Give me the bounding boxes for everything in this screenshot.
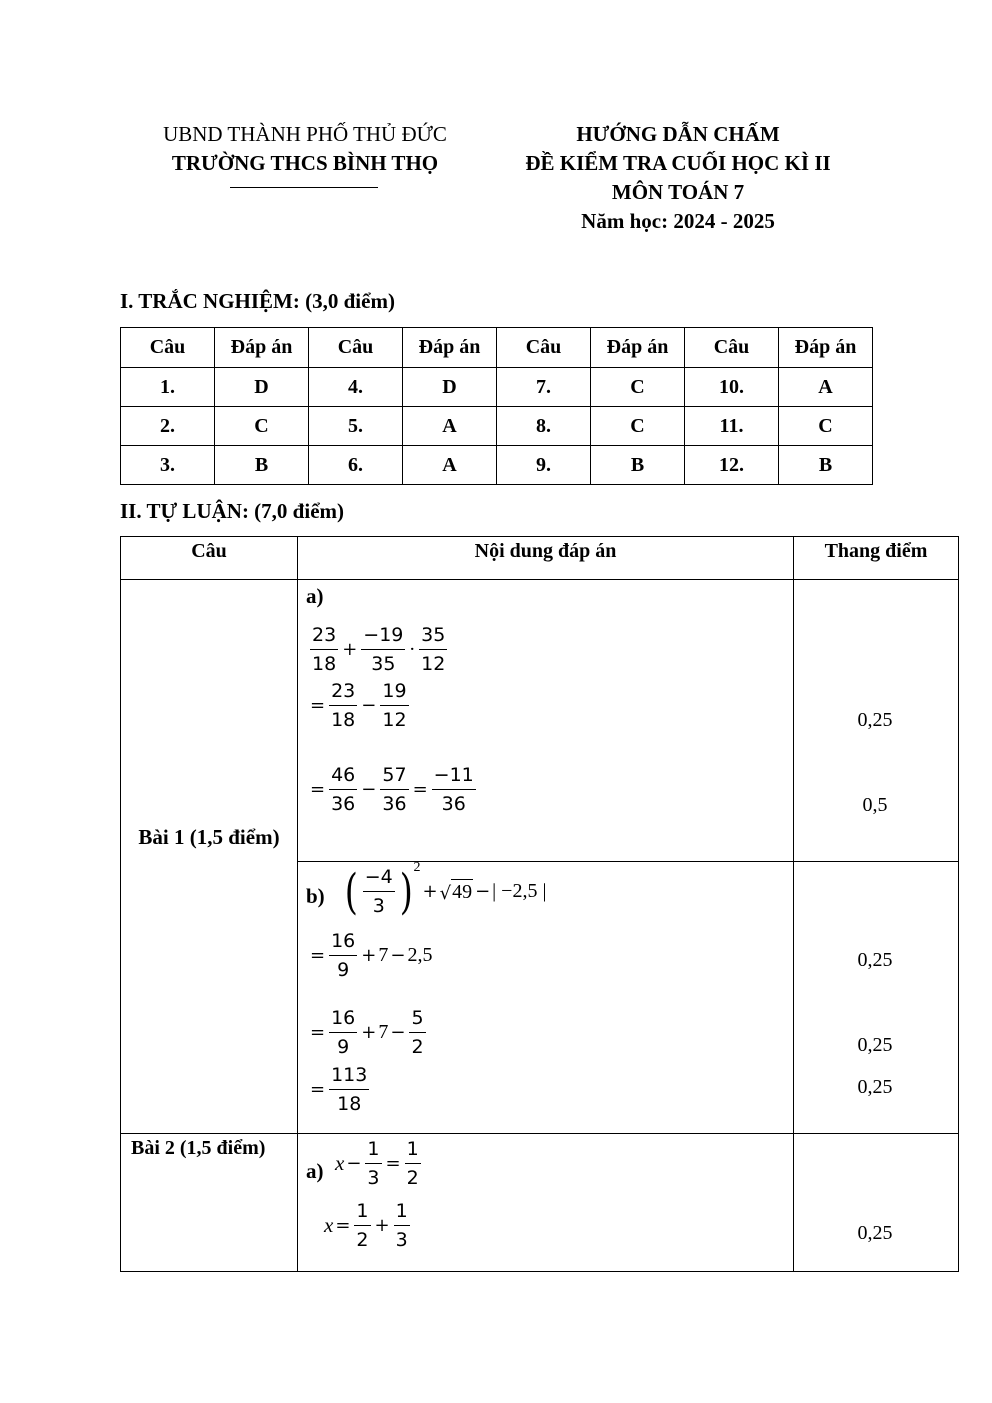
col-header-noidung: Nội dung đáp án: [474, 540, 617, 562]
bai1b-label: b): [306, 884, 325, 908]
col-header-cau: Câu: [685, 328, 779, 368]
header-right-line2: ĐỀ KIỂM TRA CUỐI HỌC KÌ II: [525, 151, 831, 175]
answer: B: [215, 446, 309, 485]
question-number: 6.: [309, 446, 403, 485]
question-number: 1.: [121, 368, 215, 407]
table-row: [121, 407, 873, 446]
table-row: [121, 446, 873, 485]
multiple-choice-table: [120, 327, 873, 485]
bai1b-expr: ( $\frac{-4}{3}$ ) 2 + √ 49 − | −2,5 |: [344, 860, 547, 920]
table-header-row: [121, 328, 873, 368]
bai2a-expr: x − $\frac{1}{3}$ = $\frac{1}{2}$: [335, 1138, 419, 1189]
bai1b-points-3: 0,25: [857, 1076, 893, 1098]
answer: A: [403, 407, 497, 446]
question-number: 5.: [309, 407, 403, 446]
answer: D: [215, 368, 309, 407]
answer: C: [215, 407, 309, 446]
question-number: 12.: [685, 446, 779, 485]
question-number: 3.: [121, 446, 215, 485]
answer: B: [779, 446, 873, 485]
col-header-cau: Câu: [309, 328, 403, 368]
bai2-label: Bài 2 (1,5 điểm): [131, 1137, 266, 1159]
col-header-thangdiem: Thang điểm: [824, 540, 928, 562]
bai1a-step2: = $\frac{46}{36}$ − $\frac{57}{36}$ = $\frac{-11}{36}$: [310, 764, 474, 815]
answer: A: [403, 446, 497, 485]
bai2a-points-1: 0,25: [857, 1222, 893, 1244]
answer: B: [591, 446, 685, 485]
answer: C: [591, 407, 685, 446]
header-left-line1: UBND THÀNH PHỐ THỦ ĐỨC: [163, 122, 447, 146]
section2-title: II. TỰ LUẬN: (7,0 điểm): [120, 499, 344, 523]
bai1a-step1: = $\frac{23}{18}$ − $\frac{19}{12}$: [310, 680, 407, 731]
question-number: 11.: [685, 407, 779, 446]
bai2a-step1: x = $\frac{1}{2}$ + $\frac{1}{3}$: [324, 1200, 408, 1251]
header-left-line2: TRƯỜNG THCS BÌNH THỌ: [171, 151, 439, 175]
section1-title: I. TRẮC NGHIỆM: (3,0 điểm): [120, 289, 395, 313]
col-header-dapan: Đáp án: [779, 328, 873, 368]
question-number: 2.: [121, 407, 215, 446]
question-number: 8.: [497, 407, 591, 446]
bai1b-points-2: 0,25: [857, 1034, 893, 1056]
answer: C: [591, 368, 685, 407]
question-number: 10.: [685, 368, 779, 407]
header-underline: [230, 187, 378, 188]
bai1-label-cell: [120, 579, 298, 1134]
question-number: 7.: [497, 368, 591, 407]
table-row: [121, 368, 873, 407]
answer: A: [779, 368, 873, 407]
bai1b-step3: = $\frac{113}{18}$: [310, 1064, 368, 1115]
answer: C: [779, 407, 873, 446]
col-header-dapan: Đáp án: [215, 328, 309, 368]
col-header-cau: Câu: [191, 540, 227, 562]
bai2a-label: a): [306, 1159, 324, 1183]
answer: D: [403, 368, 497, 407]
bai1-label: Bài 1 (1,5 điểm): [138, 825, 280, 849]
bai1b-step2: = $\frac{16}{9}$ + 7 − $\frac{5}{2}$: [310, 1007, 424, 1058]
question-number: 4.: [309, 368, 403, 407]
bai1a-label: a): [306, 584, 324, 608]
header-right-line3: MÔN TOÁN 7: [611, 180, 745, 204]
header-right-line1: HƯỚNG DẪN CHẤM: [576, 122, 780, 146]
bai1b-points-1: 0,25: [857, 949, 893, 971]
bai2a-points-cell: [793, 1133, 959, 1272]
col-header-cau: Câu: [121, 328, 215, 368]
col-header-dapan: Đáp án: [591, 328, 685, 368]
col-header-dapan: Đáp án: [403, 328, 497, 368]
bai1a-points-2: 0,5: [862, 794, 888, 816]
question-number: 9.: [497, 446, 591, 485]
col-header-cau: Câu: [497, 328, 591, 368]
header-right-line4: Năm học: 2024 - 2025: [581, 209, 775, 233]
sqrt-symbol: √ 49: [439, 881, 473, 904]
bai1a-expr: $\frac{23}{18}$ + $\frac{-19}{35}$ · $\frac{35}{12}$: [312, 624, 446, 675]
bai1a-points-1: 0,25: [857, 709, 893, 731]
bai1b-step1: = $\frac{16}{9}$ + 7 − 2,5: [310, 930, 433, 981]
